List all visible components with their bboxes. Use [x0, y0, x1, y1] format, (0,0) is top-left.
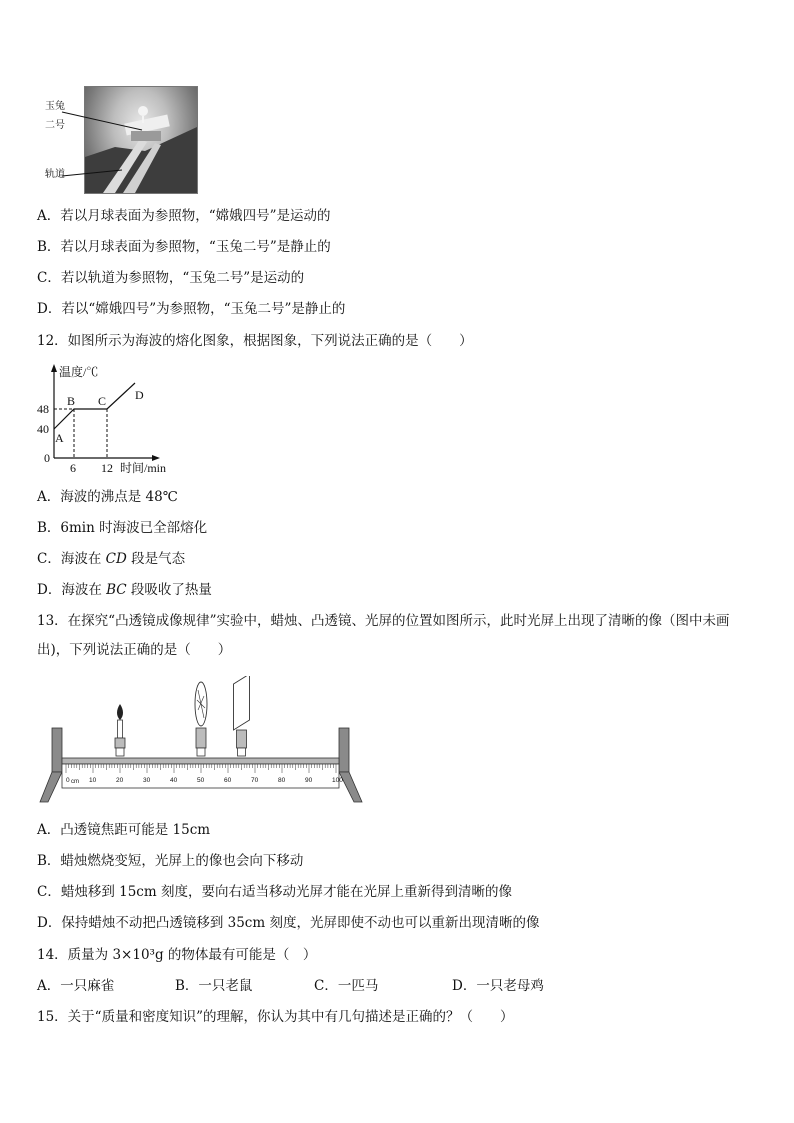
bench-left-leg: [40, 772, 62, 802]
rover-photo-leaders: [60, 100, 160, 190]
q12-option-d: [37, 581, 212, 599]
bench-tick-label: 80: [278, 777, 286, 784]
bench-tick-label: 40: [170, 777, 178, 784]
screen-holder: [237, 730, 247, 748]
convex-lens: [195, 682, 207, 756]
q12-option-c-post: 段是气态: [126, 551, 186, 567]
graph-xlabel: 时间/min: [120, 461, 167, 474]
graph-ytick-48: 48: [37, 402, 49, 416]
q11-option-b: B．若以月球表面为参照物，“玉兔二号”是静止的: [37, 239, 331, 255]
q14-stem: 14．质量为 3×10³g 的物体最有可能是（ ）: [37, 947, 317, 963]
graph-point-b: B: [67, 394, 76, 408]
melting-graph: [36, 362, 196, 474]
bench-tick-label: 30: [143, 777, 151, 784]
graph-origin: 0: [44, 451, 50, 465]
rover-label-line1: 玉兔: [45, 101, 65, 112]
q12-option-d-segment: BC: [106, 582, 127, 598]
q14-options: [37, 977, 757, 995]
q12-option-c-pre: C．海波在: [37, 551, 106, 567]
bench-tick-label: 50: [197, 777, 205, 784]
bench-tick-label: 100: [332, 777, 343, 784]
bench-left-support: [52, 728, 62, 772]
bench-tick-label: 10: [89, 777, 97, 784]
graph-ylabel: 温度/℃: [59, 365, 99, 379]
q13-stem: 13．在探究“凸透镜成像规律”实验中，蜡烛、凸透镜、光屏的位置如图所示，此时光屏上出现了清晰的像（图中未画出)，下列说法正确的是（ ）: [37, 613, 730, 658]
candle: [115, 704, 125, 756]
q14-option-c: C．一匹马: [314, 978, 379, 994]
bench-tick-label: 70: [251, 777, 259, 784]
q11-option-a: A．若以月球表面为参照物，“嫦娥四号”是运动的: [37, 208, 331, 224]
light-screen: [234, 676, 250, 756]
q15-stem: 15．关于“质量和密度知识”的理解，你认为其中有几句描述是正确的？（ ）: [37, 1009, 514, 1025]
q13-option-c: C．蜡烛移到 15cm 刻度，要向右适当移动光屏才能在光屏上重新得到清晰的像: [37, 884, 512, 900]
bench-tick-label: 20: [116, 777, 124, 784]
q12-option-a: [37, 488, 178, 506]
graph-xtick-12: 12: [101, 461, 113, 474]
bench-rail: [62, 758, 339, 764]
bench-right-support: [339, 728, 349, 772]
candle-holder: [115, 738, 125, 748]
q14-option-b: B．一只老鼠: [175, 978, 253, 994]
graph-xtick-6: 6: [70, 461, 76, 474]
candle-base: [116, 748, 124, 756]
candle-body: [118, 720, 123, 738]
rover-label-line2: 二号: [45, 120, 65, 131]
q14-option-d: D．一只老母鸡: [452, 978, 544, 994]
screen-base: [238, 748, 246, 756]
bench-tick-label: 60: [224, 777, 232, 784]
q12-option-d-pre: D．海波在: [37, 582, 107, 598]
lens-holder: [196, 728, 206, 748]
q11-option-c: C．若以轨道为参照物，“玉兔二号”是运动的: [37, 270, 305, 286]
screen-panel: [234, 676, 250, 730]
bench-tick-label: 0: [66, 777, 70, 784]
q13-option-a: A．凸透镜焦距可能是 15cm: [37, 822, 211, 838]
q12-option-b: [37, 519, 207, 537]
lens-base: [197, 748, 205, 756]
graph-point-a: A: [55, 431, 64, 445]
track-label: 轨道: [45, 169, 65, 180]
q13-option-b: B．蜡烛燃烧变短，光屏上的像也会向下移动: [37, 853, 304, 869]
candle-flame: [117, 704, 123, 720]
bench-tick-label: 90: [305, 777, 313, 784]
q13-option-d: D．保持蜡烛不动把凸透镜移到 35cm 刻度，光屏即使不动也可以重新出现清晰的像: [37, 915, 540, 931]
q12-option-a-text: A．海波的沸点是 48℃: [37, 489, 178, 505]
q12-option-c-segment: CD: [105, 551, 127, 567]
q12-stem: 12．如图所示为海波的熔化图象，根据图象，下列说法正确的是（ ）: [37, 333, 473, 349]
graph-ytick-40: 40: [37, 422, 49, 436]
q12-option-b-text: B．6min 时海波已全部熔化: [37, 520, 208, 536]
graph-point-c: C: [98, 394, 107, 408]
bench-unit-label: cm: [71, 779, 79, 785]
q11-option-d: D．若以“嫦娥四号”为参照物，“玉兔二号”是静止的: [37, 301, 346, 317]
q14-option-a: A．一只麻雀: [37, 978, 115, 994]
q12-option-d-post: 段吸收了热量: [126, 582, 212, 598]
graph-point-d: D: [135, 388, 144, 402]
optical-bench: [36, 676, 368, 804]
q12-option-c: [37, 550, 185, 568]
